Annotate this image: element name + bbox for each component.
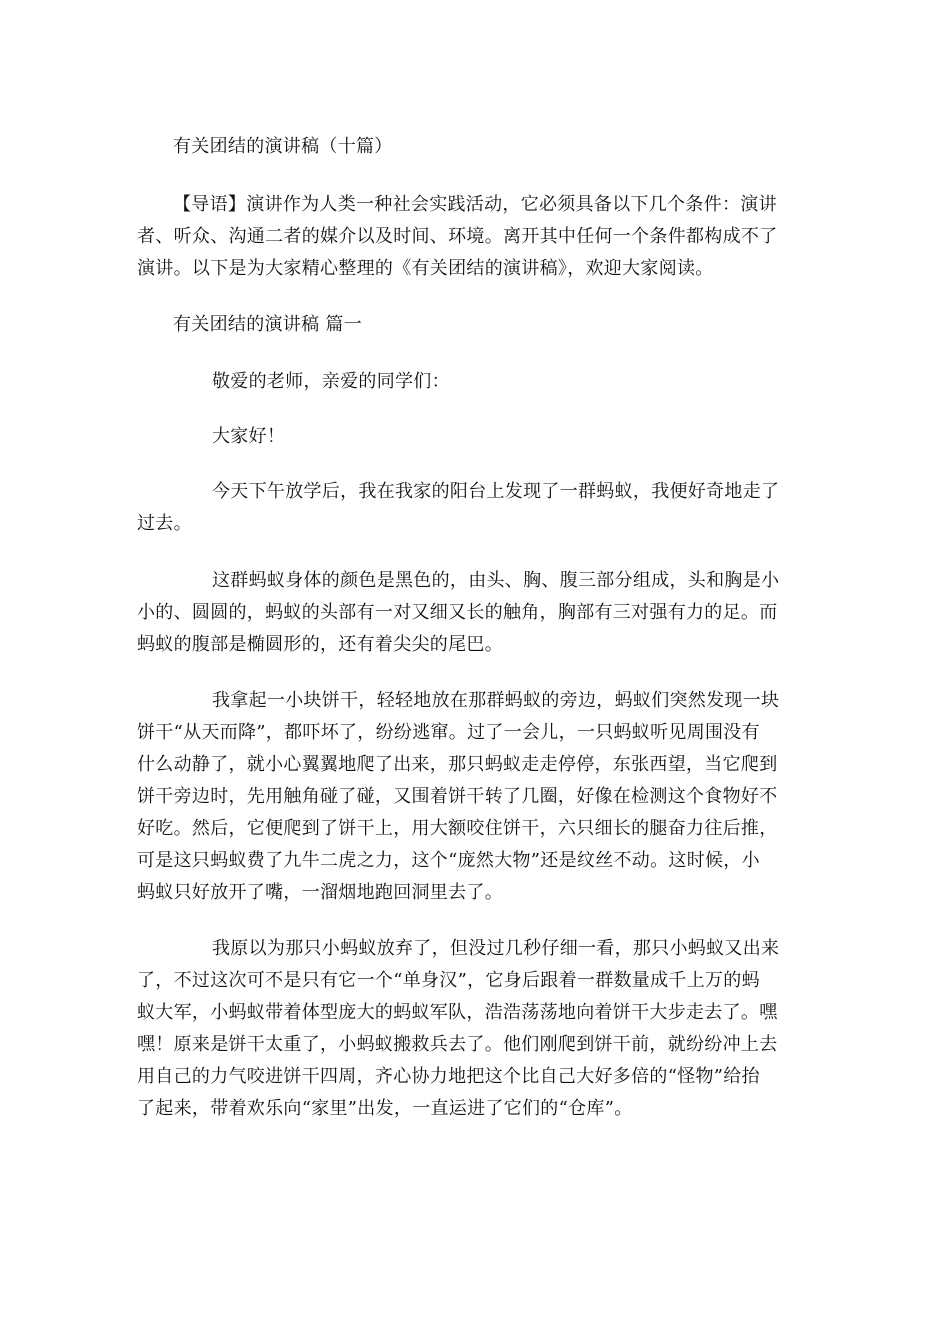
- paragraph-4-line-5: 用自己的力气咬进饼干四周，齐心协力地把这个比自己大好多倍的“怪物”给抬: [137, 1066, 760, 1087]
- salutation: 大家好！: [212, 426, 286, 447]
- paragraph-3-line-1: 我拿起一小块饼干，轻轻地放在那群蚂蚁的旁边，蚂蚁们突然发现一块: [212, 690, 780, 711]
- guide-paragraph: [137, 189, 807, 285]
- guide-line-3: 演讲。以下是为大家精心整理的《有关团结的演讲稿》，欢迎大家阅读。: [137, 258, 714, 279]
- paragraph-2-line-1: 这群蚂蚁身体的颜色是黑色的，由头、胸、腹三部分组成，头和胸是小: [212, 570, 780, 591]
- paragraph-3-line-4: 饼干旁边时，先用触角碰了碰，又围着饼干转了几圈，好像在检测这个食物好不: [137, 786, 778, 807]
- paragraph-3-line-7: 蚂蚁只好放开了嘴，一溜烟地跑回洞里去了。: [137, 882, 503, 903]
- paragraph-2: [137, 565, 807, 661]
- paragraph-3-line-5: 好吃。然后，它便爬到了饼干上，用大额咬住饼干，六只细长的腿奋力往后推，: [137, 818, 778, 839]
- paragraph-4-line-2: 了，不过这次可不是只有它一个“单身汉”，它身后跟着一群数量成千上万的蚂: [137, 970, 760, 991]
- paragraph-1-line-2: 过去。: [137, 513, 192, 534]
- paragraph-3-line-2: 饼干“从天而降”，都吓坏了，纷纷逃窜。过了一会儿，一只蚂蚁听见周围没有: [137, 722, 760, 743]
- paragraph-1-line-1: 今天下午放学后，我在我家的阳台上发现了一群蚂蚁，我便好奇地走了: [212, 481, 780, 502]
- greeting: 敬爱的老师，亲爱的同学们：: [212, 371, 450, 392]
- paragraph-3-line-6: 可是这只蚂蚁费了九牛二虎之力，这个“庞然大物”还是纹丝不动。这时候，小: [137, 850, 760, 871]
- section-title: 有关团结的演讲稿 篇一: [173, 314, 363, 335]
- paragraph-4-line-1: 我原以为那只小蚂蚁放弃了，但没过几秒仔细一看，那只小蚂蚁又出来: [212, 938, 780, 959]
- paragraph-4-line-3: 蚁大军，小蚂蚁带着体型庞大的蚂蚁军队，浩浩荡荡地向着饼干大步走去了。嘿: [137, 1002, 778, 1023]
- paragraph-4-line-6: 了起来，带着欢乐向“家里”出发，一直运进了它们的“仓库”。: [137, 1098, 633, 1119]
- guide-line-1: 【导语】演讲作为人类一种社会实践活动，它必须具备以下几个条件：演讲: [173, 194, 777, 215]
- paragraph-2-line-3: 蚂蚁的腹部是椭圆形的，还有着尖尖的尾巴。: [137, 634, 503, 655]
- paragraph-4: [137, 933, 807, 1125]
- document-title: 有关团结的演讲稿（十篇）: [173, 136, 393, 157]
- paragraph-2-line-2: 小的、圆圆的，蚂蚁的头部有一对又细又长的触角，胸部有三对强有力的足。而: [137, 602, 778, 623]
- paragraph-1: [137, 476, 807, 540]
- paragraph-3: [137, 685, 807, 909]
- paragraph-3-line-3: 什么动静了，就小心翼翼地爬了出来，那只蚂蚁走走停停，东张西望，当它爬到: [137, 754, 778, 775]
- guide-line-2: 者、听众、沟通二者的媒介以及时间、环境。离开其中任何一个条件都构成不了: [137, 226, 778, 247]
- paragraph-4-line-4: 嘿！原来是饼干太重了，小蚂蚁搬救兵去了。他们刚爬到饼干前，就纷纷冲上去: [137, 1034, 778, 1055]
